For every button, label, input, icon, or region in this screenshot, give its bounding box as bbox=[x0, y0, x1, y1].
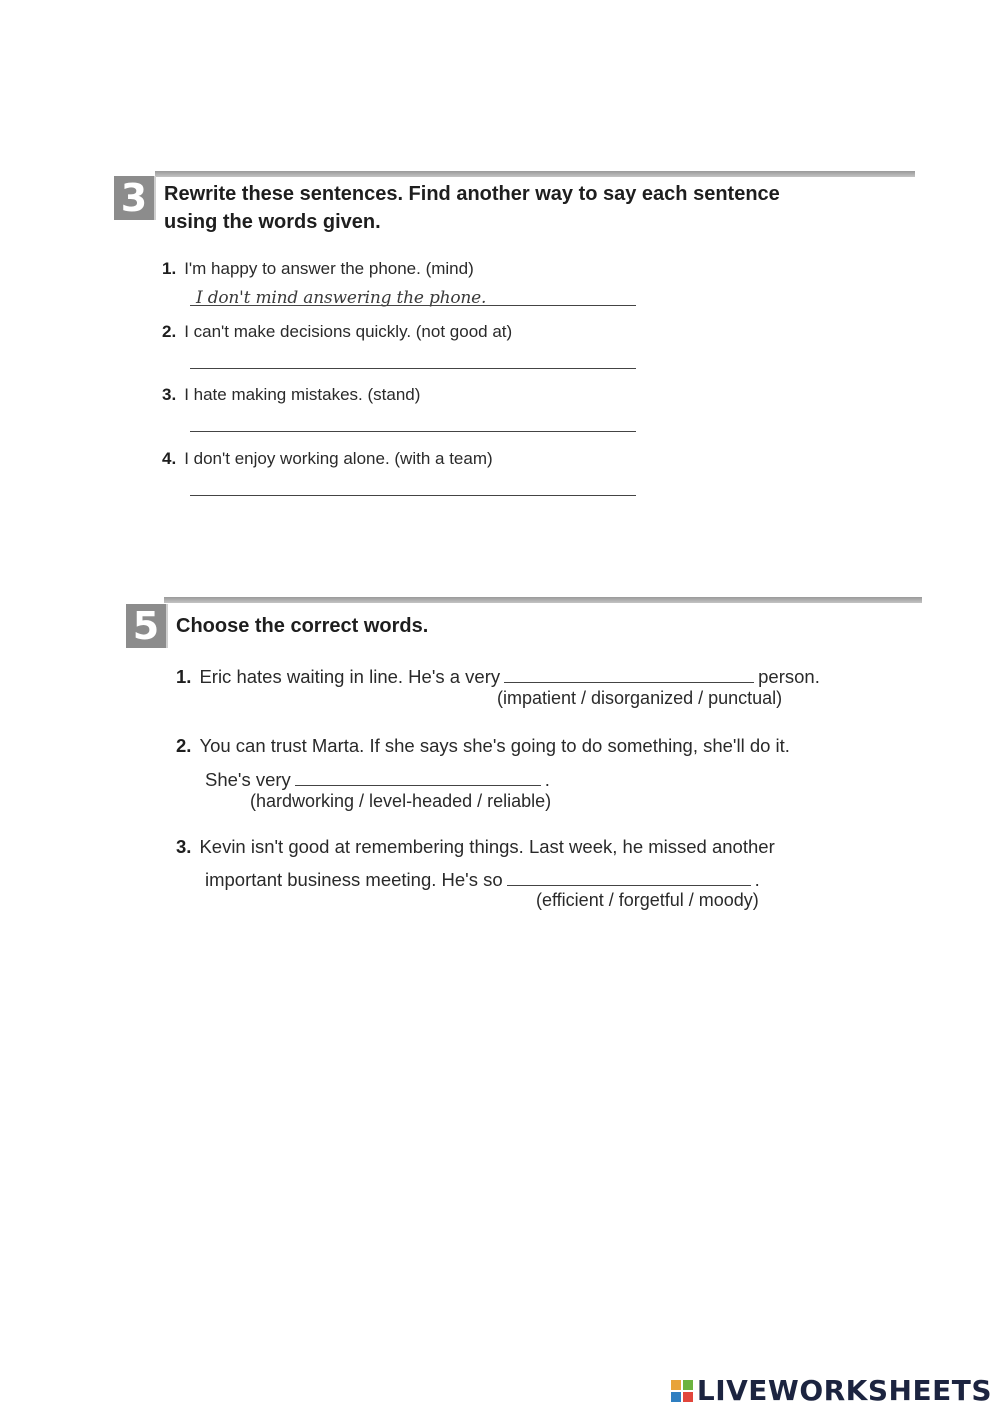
section-5-number: 5 bbox=[126, 604, 166, 648]
item-text: important business meeting. He's so bbox=[205, 869, 503, 890]
exercise-3-item-1 bbox=[162, 258, 474, 280]
exercise-5-item-2-line1 bbox=[176, 735, 790, 757]
item-text: She's very bbox=[205, 769, 291, 790]
blank-1[interactable] bbox=[504, 667, 754, 683]
answer-line-1[interactable] bbox=[190, 305, 636, 306]
item-text-after: . bbox=[754, 869, 760, 890]
exercise-5-item-1 bbox=[176, 666, 820, 688]
exercise-3-item-2 bbox=[162, 321, 512, 343]
item-number: 1. bbox=[162, 259, 177, 278]
liveworksheets-logo bbox=[671, 1374, 992, 1407]
blank-3[interactable] bbox=[507, 870, 751, 886]
item-number: 1. bbox=[176, 666, 192, 687]
item-text: Eric hates waiting in line. He's a very bbox=[199, 666, 501, 687]
item-text-after: person. bbox=[758, 666, 820, 687]
options-2: (hardworking / level-headed / reliable) bbox=[250, 791, 552, 811]
logo-text: LIVEWORKSHEETS bbox=[696, 1374, 992, 1407]
item-text: You can trust Marta. If she says she's going to do something, she'll do it. bbox=[199, 735, 790, 756]
logo-square bbox=[683, 1392, 693, 1402]
exercise-3-item-3 bbox=[162, 384, 420, 406]
answer-1-handwritten[interactable]: I don't mind answering the phone. bbox=[196, 288, 487, 308]
options-1: (impatient / disorganized / punctual) bbox=[497, 688, 783, 708]
item-text: I don't enjoy working alone. (with a team) bbox=[184, 449, 493, 468]
answer-line-3[interactable] bbox=[190, 431, 636, 432]
logo-square bbox=[671, 1380, 681, 1390]
item-number: 4. bbox=[162, 449, 177, 468]
logo-square bbox=[683, 1380, 693, 1390]
answer-line-4[interactable] bbox=[190, 495, 636, 496]
section-5-title: Choose the correct words. bbox=[176, 615, 429, 637]
item-number: 2. bbox=[176, 735, 192, 756]
exercise-5-item-2-line2 bbox=[205, 769, 550, 791]
logo-mark-icon bbox=[671, 1380, 693, 1402]
section-3-number: 3 bbox=[114, 176, 154, 220]
item-number: 2. bbox=[162, 322, 177, 341]
item-number: 3. bbox=[162, 385, 177, 404]
item-text: I'm happy to answer the phone. (mind) bbox=[184, 259, 474, 278]
exercise-5-item-3-line1 bbox=[176, 836, 775, 858]
section-3-title-line2: using the words given. bbox=[164, 211, 381, 233]
exercise-3-item-4 bbox=[162, 448, 493, 470]
item-text-after: . bbox=[544, 769, 550, 790]
answer-line-2[interactable] bbox=[190, 368, 636, 369]
item-text: I can't make decisions quickly. (not good at) bbox=[184, 322, 513, 341]
item-text: I hate making mistakes. (stand) bbox=[184, 385, 421, 404]
options-3: (efficient / forgetful / moody) bbox=[536, 890, 759, 910]
section-3-divider bbox=[155, 171, 915, 177]
exercise-5-item-3-line2 bbox=[205, 869, 760, 891]
section-5-divider bbox=[164, 597, 922, 603]
item-text: Kevin isn't good at remembering things. Last week, he missed another bbox=[199, 836, 775, 857]
section-3-title-line1: Rewrite these sentences. Find another way to say each sentence bbox=[164, 183, 780, 205]
blank-2[interactable] bbox=[295, 770, 541, 786]
logo-square bbox=[671, 1392, 681, 1402]
item-number: 3. bbox=[176, 836, 192, 857]
